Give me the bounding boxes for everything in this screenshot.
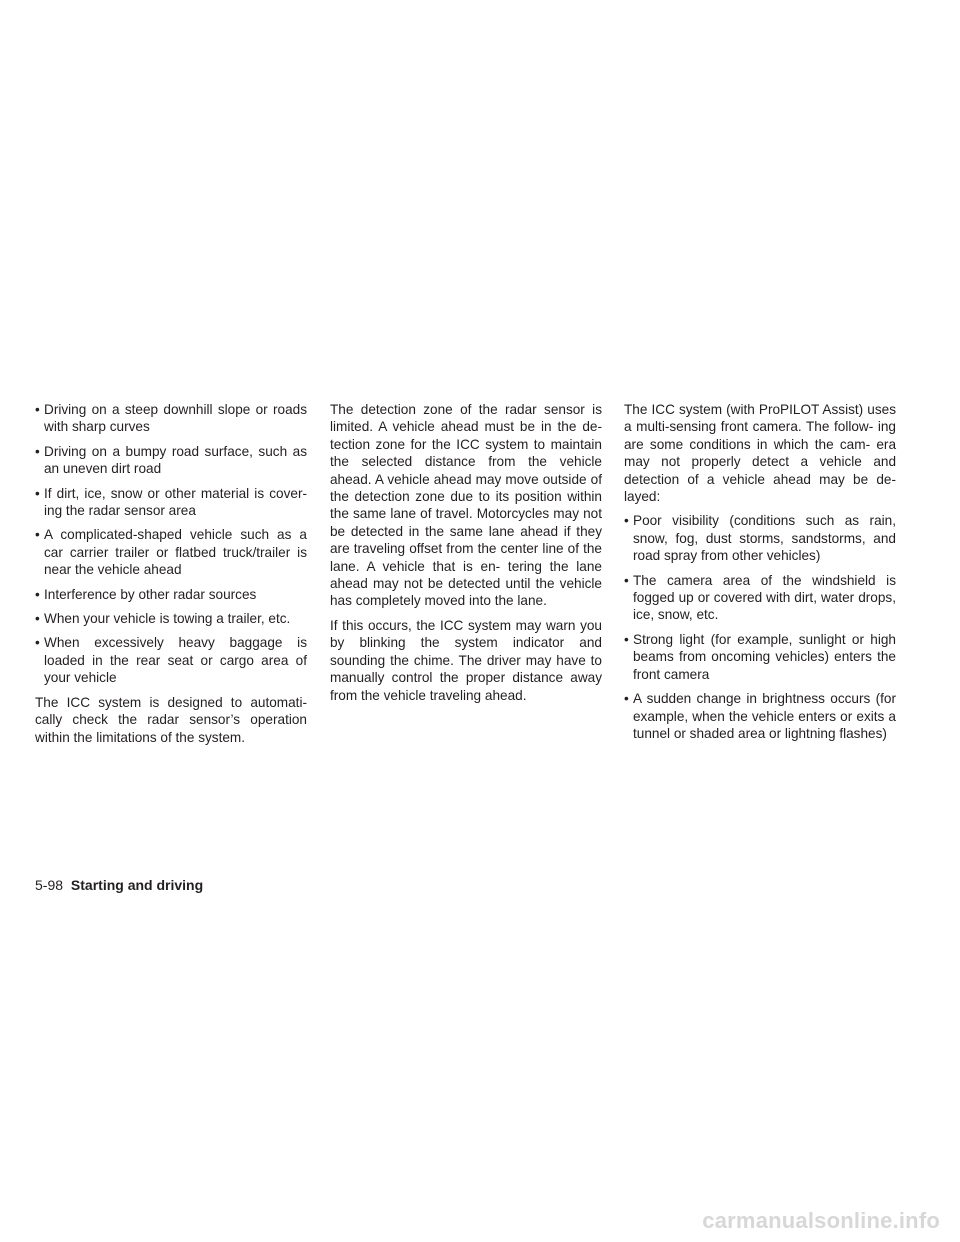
list-item: • Strong light (for example, sunlight or high beams from oncoming vehicles) enters the front camera xyxy=(624,631,896,683)
paragraph-camera-intro: The ICC system (with ProPILOT Assist) uses a multi-sensing front camera. The follow- ing are some conditions in which the cam- era may not properly detect a vehicle and detection of a vehicle ahead may be de- layed: xyxy=(624,402,896,505)
condition-list-radar xyxy=(35,401,307,687)
list-item: • When excessively heavy baggage is loaded in the rear seat or cargo area of your vehicle xyxy=(35,634,307,686)
paragraph-detection-zone: The detection zone of the radar sensor is limited. A vehicle ahead must be in the de- tection zone for the ICC system to maintain the selected distance from the vehicle ahead. A vehicle ahead may move outside of the detection zone due to its position within the same lane of travel. Motorcycles may not be detected in the same lane ahead if they are traveling offset from the center line of the lane. A vehicle that is en- tering the lane ahead may not be detected until the vehicle has completely moved into the lane. xyxy=(330,402,602,609)
list-item: • Driving on a bumpy road surface, such as an uneven dirt road xyxy=(35,443,307,478)
watermark: carmanualsonline.info xyxy=(702,1208,940,1233)
section-title: Starting and driving xyxy=(70,877,204,893)
list-item: • When your vehicle is towing a trailer, etc. xyxy=(35,610,307,627)
list-item: • If dirt, ice, snow or other material is cover- ing the radar sensor area xyxy=(35,485,307,520)
column-left xyxy=(35,401,307,753)
list-item: • A complicated-shaped vehicle such as a car carrier trailer or flatbed truck/trailer is near the vehicle ahead xyxy=(35,526,307,578)
list-item: • Poor visibility (conditions such as rain, snow, fog, dust storms, sandstorms, and road spray from other vehicles) xyxy=(624,512,896,564)
list-item: • Interference by other radar sources xyxy=(35,586,307,603)
column-middle xyxy=(330,401,602,711)
page-number: 5-98 xyxy=(35,877,64,893)
page-footer xyxy=(35,876,203,894)
list-item: • A sudden change in brightness occurs (for example, when the vehicle enters or exits a tunnel or shaded area or lightning flashes) xyxy=(624,690,896,742)
paragraph-icc-check: The ICC system is designed to automati- cally check the radar sensor’s operation within the limitations of the system. xyxy=(35,694,307,745)
column-right xyxy=(624,401,896,749)
list-item: • Driving on a steep downhill slope or roads with sharp curves xyxy=(35,401,307,436)
list-item: • The camera area of the windshield is fogged up or covered with dirt, water drops, ice, snow, etc. xyxy=(624,572,896,624)
condition-list-camera xyxy=(624,512,896,742)
paragraph-warning: If this occurs, the ICC system may warn you by blinking the system indicator and sounding the chime. The driver may have to manually control the proper distance away from the vehicle traveling ahead. xyxy=(330,617,602,703)
